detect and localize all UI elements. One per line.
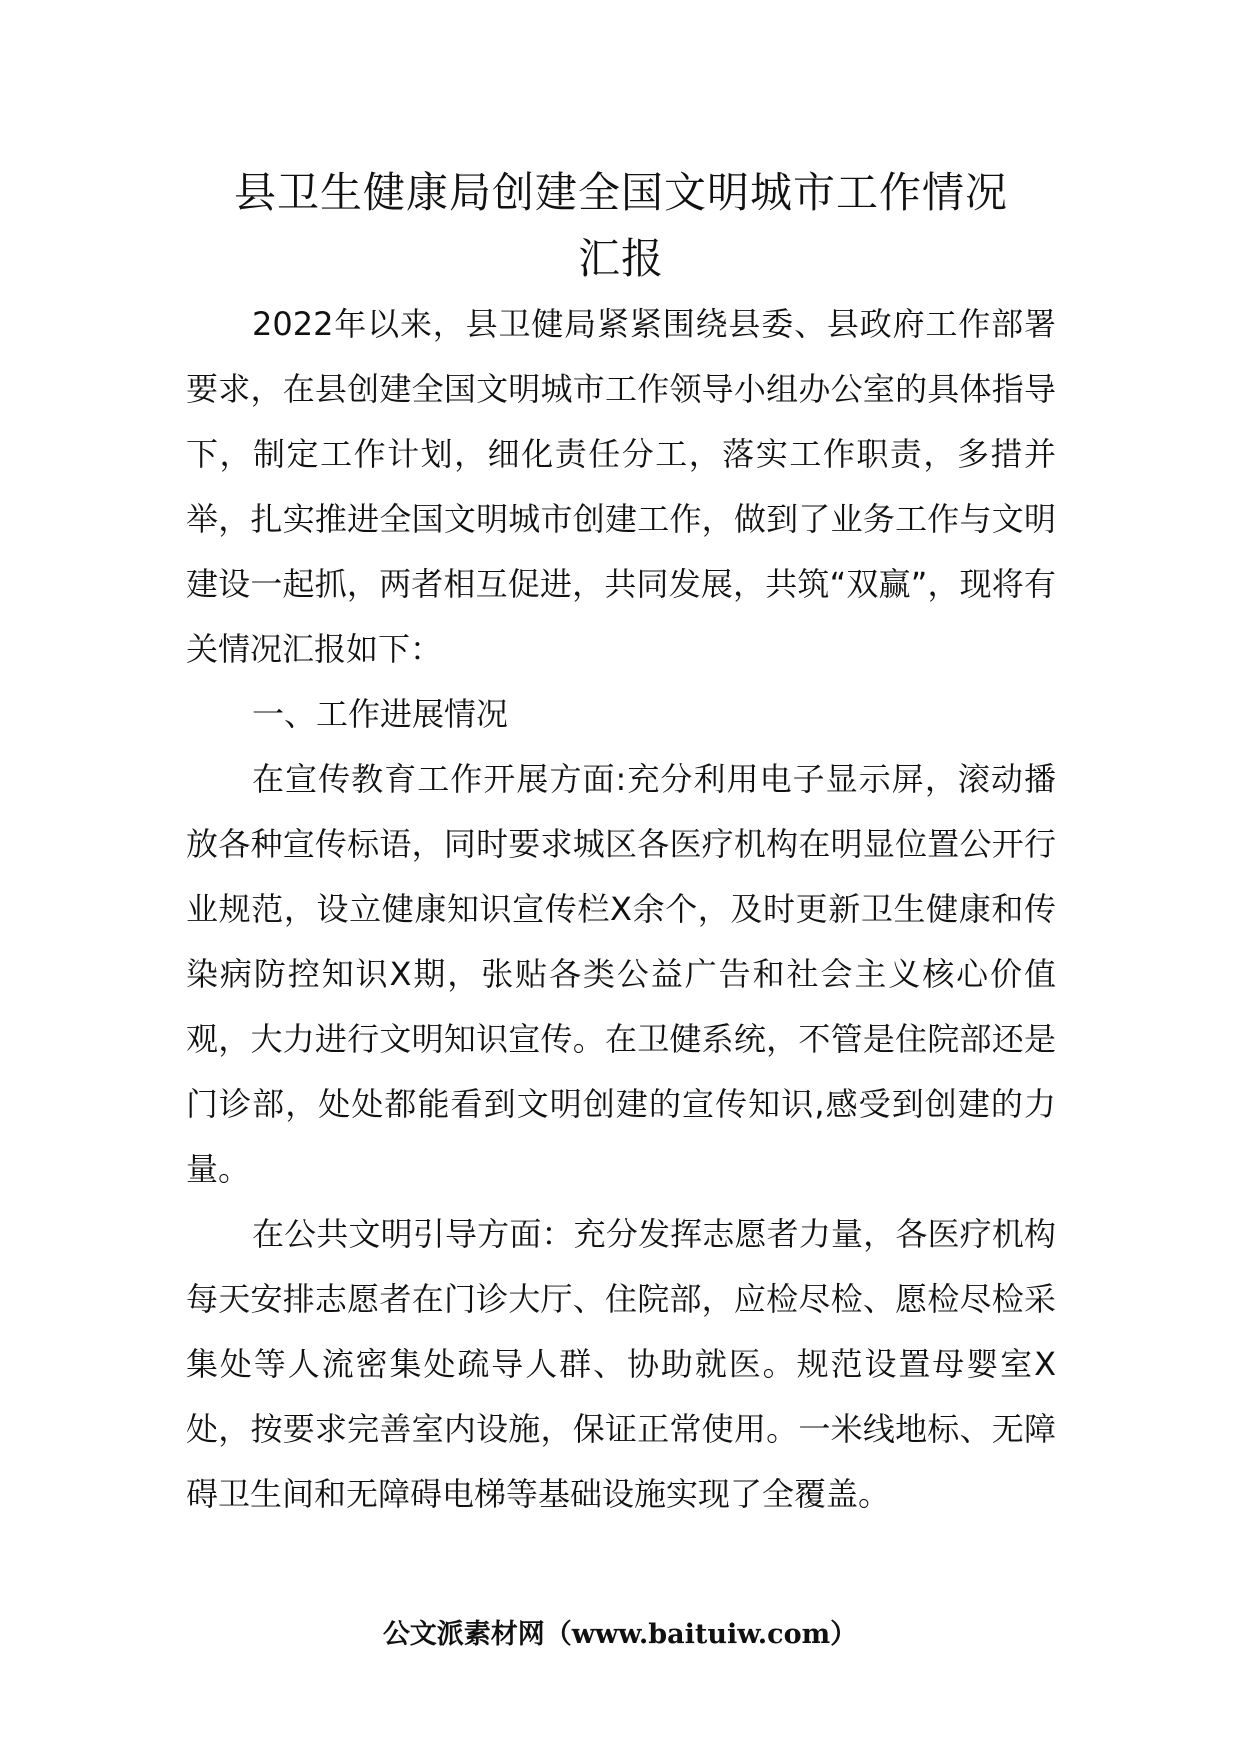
footer-watermark: 公文派素材网（www.baituiw.com） [382,1619,858,1650]
section-heading: 一、工作进展情况 [252,695,509,733]
title-line-1: 县卫生健康局创建全国文明城市工作情况 [233,168,1008,217]
intro-paragraph: 2022年以来，县卫健局紧紧围绕县委、县政府工作部署要求，在县创建全国文明城市工作领导小组办公室的具体指导下，制定工作计划，细化责任分工，落实工作职责，多措并举，扎实推进全国文明城市创建工作，做到了业务工作与文明建设一起抓，两者相互促进，共同发展，共筑“双赢”，现将有关情况汇报如下： [186,305,1056,668]
title-line-2: 汇报 [577,234,664,283]
publicity-paragraph: 在宣传教育工作开展方面:充分利用电子显示屏，滚动播放各种宣传标语，同时要求城区各医疗机构在明显位置公开行业规范，设立健康知识宣传栏X余个，及时更新卫生健康和传染病防控知识X期，张贴各类公益广告和社会主义核心价值观，大力进行文明知识宣传。在卫健系统，不管是住院部还是门诊部，处处都能看到文明创建的宣传知识,感受到创建的力量。 [186,760,1056,1188]
document-page [186,160,1056,1527]
document-title [186,160,1056,292]
guidance-paragraph: 在公共文明引导方面：充分发挥志愿者力量，各医疗机构每天安排志愿者在门诊大厅、住院部，应检尽检、愿检尽检采集处等人流密集处疏导人群、协助就医。规范设置母婴室X处，按要求完善室内设施，保证正常使用。一米线地标、无障碍卫生间和无障碍电梯等基础设施实现了全覆盖。 [186,1215,1056,1513]
